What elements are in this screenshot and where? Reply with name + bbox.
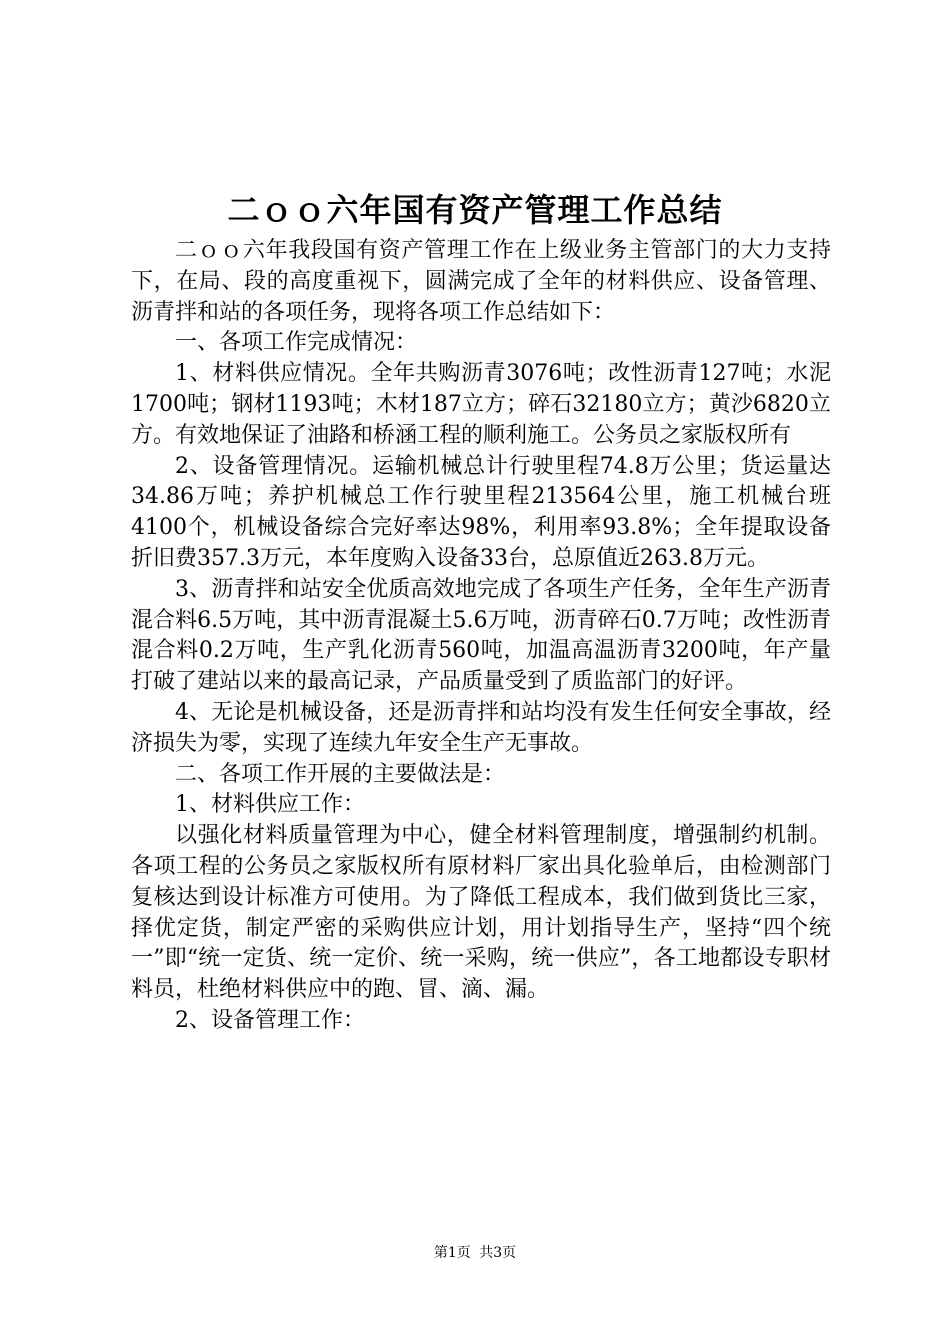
paragraph-intro: 二ｏｏ六年我段国有资产管理工作在上级业务主管部门的大力支持下，在局、段的高度重视下，圆满完成了全年的材料供应、设备管理、沥青拌和站的各项任务，现将各项工作总结如下：	[131, 238, 831, 325]
subheading-material-supply-work: 1、材料供应工作：	[175, 792, 365, 818]
section-heading-2: 二、各项工作开展的主要做法是：	[175, 761, 506, 787]
page-footer	[0, 1243, 950, 1263]
paragraph-asphalt-station: 3、沥青拌和站安全优质高效地完成了各项生产任务，全年生产沥青混合料6.5万吨，其中沥青混凝土5.6万吨，沥青碎石0.7万吨；改性沥青混合料0.2万吨，生产乳化沥青560吨，加温高温沥青3200吨，年产量打破了建站以来的最高记录，产品质量受到了质监部门的好评。	[131, 576, 831, 695]
subheading-equipment-work: 2、设备管理工作：	[175, 1007, 365, 1033]
paragraph-equipment-management: 2、设备管理情况。运输机械总计行驶里程74.8万公里；货运量达34.86万吨；养护机械总工作行驶里程213564公里，施工机械台班4100个，机械设备综合完好率达98%，利用率93.8%；全年提取设备折旧费357.3万元，本年度购入设备33台，总原值近263.8万元。	[131, 453, 831, 571]
page-number-total: 共3页	[479, 1245, 517, 1261]
paragraph-material-quality: 以强化材料质量管理为中心，健全材料管理制度，增强制约机制。各项工程的公务员之家版权所有原材料厂家出具化验单后，由检测部门复核达到设计标准方可使用。为了降低工程成本，我们做到货比三家，择优定货，制定严密的采购供应计划，用计划指导生产，坚持“四个统一”即“统一定货、统一定价、统一采购，统一供应”，各工地都设专职材料员，杜绝材料供应中的跑、冒、滴、漏。	[131, 823, 831, 1003]
paragraph-material-supply: 1、材料供应情况。全年共购沥青3076吨；改性沥青127吨；水泥1700吨；钢材1193吨；木材187立方；碎石32180立方；黄沙6820立方。有效地保证了油路和桥涵工程的顺利施工。公务员之家版权所有	[131, 361, 831, 448]
paragraph-safety: 4、无论是机械设备，还是沥青拌和站均没有发生任何安全事故，经济损失为零，实现了连续九年安全生产无事故。	[131, 699, 831, 756]
document-title: 二ｏｏ六年国有资产管理工作总结	[227, 191, 723, 229]
document-body	[131, 236, 831, 1037]
section-heading-1: 一、各项工作完成情况：	[175, 330, 418, 356]
page-number-current: 第1页	[433, 1245, 471, 1261]
